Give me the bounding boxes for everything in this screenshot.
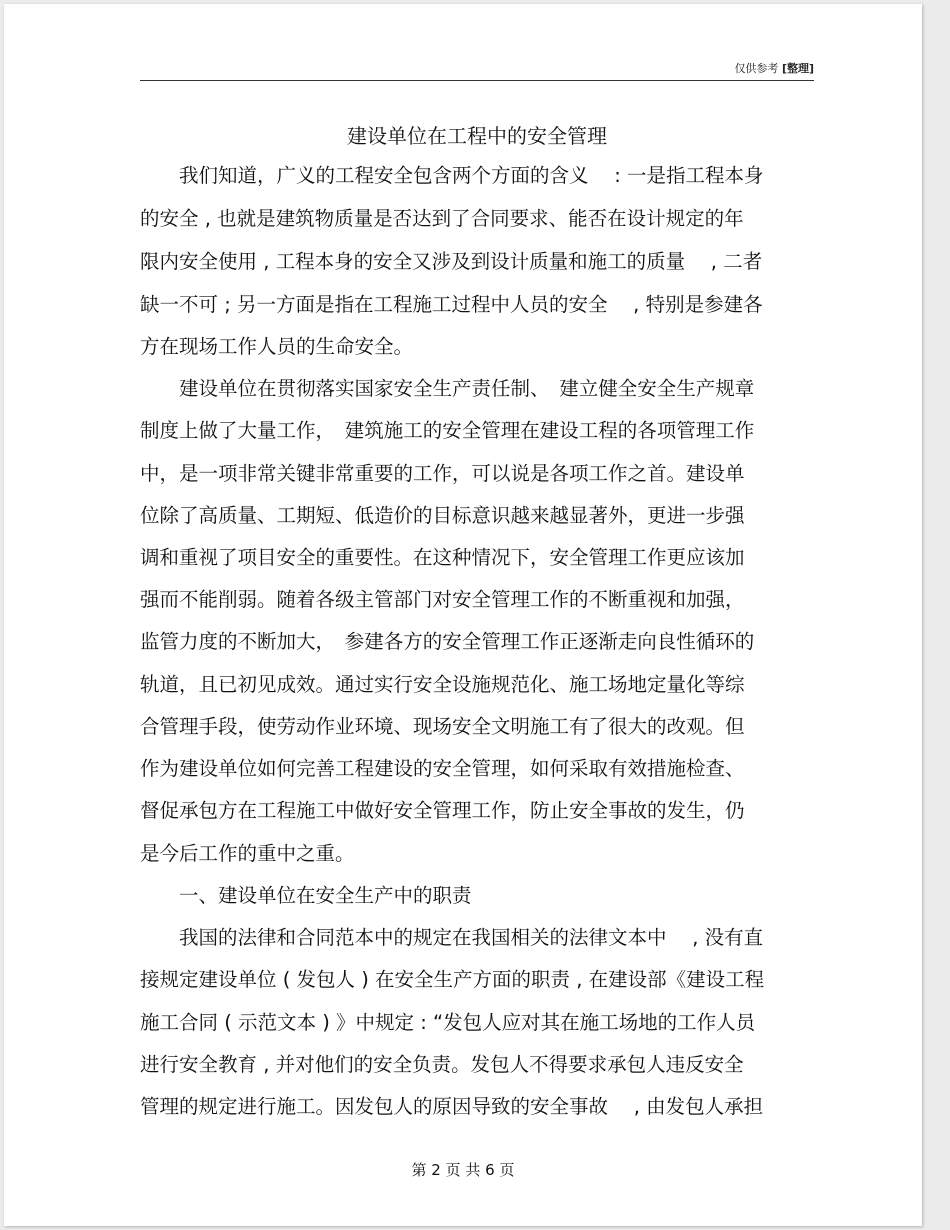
- body-line: 方在现场工作人员的生命安全。: [140, 335, 414, 358]
- body-line: 我们知道，广义的工程安全包含两个方面的含义 : 一是指工程本身: [140, 164, 764, 187]
- section-heading: 一、建设单位在安全生产中的职责: [140, 884, 472, 907]
- document-page: [4, 4, 922, 1226]
- body-line: 接规定建设单位 ( 发包人 ) 在安全生产方面的职责 , 在建设部《建设工程: [140, 968, 765, 991]
- page-header: [140, 60, 814, 76]
- body-line: 合管理手段，使劳动作业环境、现场安全文明施工有了很大的改观。但: [140, 715, 745, 738]
- header-text: 仅供参考: [734, 62, 779, 75]
- body-line: 缺一不可 ; 另一方面是指在工程施工过程中人员的安全 , 特别是参建各: [140, 293, 763, 316]
- body-line: 中，是一项非常关键非常重要的工作，可以说是各项工作之首。建设单: [140, 462, 745, 485]
- body-line: 制度上做了大量工作， 建筑施工的安全管理在建设工程的各项管理工作: [140, 419, 755, 442]
- body-line: 监管力度的不断加大， 参建各方的安全管理工作正逐渐走向良性循环的: [140, 630, 755, 653]
- body-line: 是今后工作的重中之重。: [140, 842, 355, 865]
- header-bracket: [整理]: [781, 62, 814, 75]
- body-line: 施工合同 ( 示范文本 ) 》中规定 : “发包人应对其在施工场地的工作人员: [140, 1011, 756, 1034]
- body-line: 我国的法律和合同范本中的规定在我国相关的法律文本中 , 没有直: [140, 926, 764, 949]
- body-line: 建设单位在贯彻落实国家安全生产责任制、 建立健全安全生产规章: [140, 377, 755, 400]
- body-line: 作为建设单位如何完善工程建设的安全管理，如何采取有效措施检查、: [140, 757, 745, 780]
- body-line: 位除了高质量、工期短、低造价的目标意识越来越显著外，更进一步强: [140, 504, 745, 527]
- body-line: 轨道，且已初见成效。通过实行安全设施规范化、施工场地定量化等综: [140, 673, 745, 696]
- page-number-footer: 第 2 页 共 6 页: [411, 1161, 515, 1179]
- body-line: 管理的规定进行施工。因发包人的原因导致的安全事故 , 由发包人承担: [140, 1095, 764, 1118]
- body-line: 调和重视了项目安全的重要性。在这种情况下，安全管理工作更应该加: [140, 546, 745, 569]
- body-line: 的安全 , 也就是建筑物质量是否达到了合同要求、能否在设计规定的年: [140, 207, 744, 230]
- body-line: 进行安全教育 , 并对他们的安全负责。发包人不得要求承包人违反安全: [140, 1053, 744, 1076]
- header-rule: [140, 80, 814, 81]
- body-line: 强而不能削弱。随着各级主管部门对安全管理工作的不断重视和加强，: [140, 588, 745, 611]
- body-line: 限内安全使用 , 工程本身的安全又涉及到设计质量和施工的质量 , 二者: [140, 250, 763, 273]
- document-title: 建设单位在工程中的安全管理: [347, 124, 607, 148]
- body-line: 督促承包方在工程施工中做好安全管理工作，防止安全事故的发生，仍: [140, 799, 745, 822]
